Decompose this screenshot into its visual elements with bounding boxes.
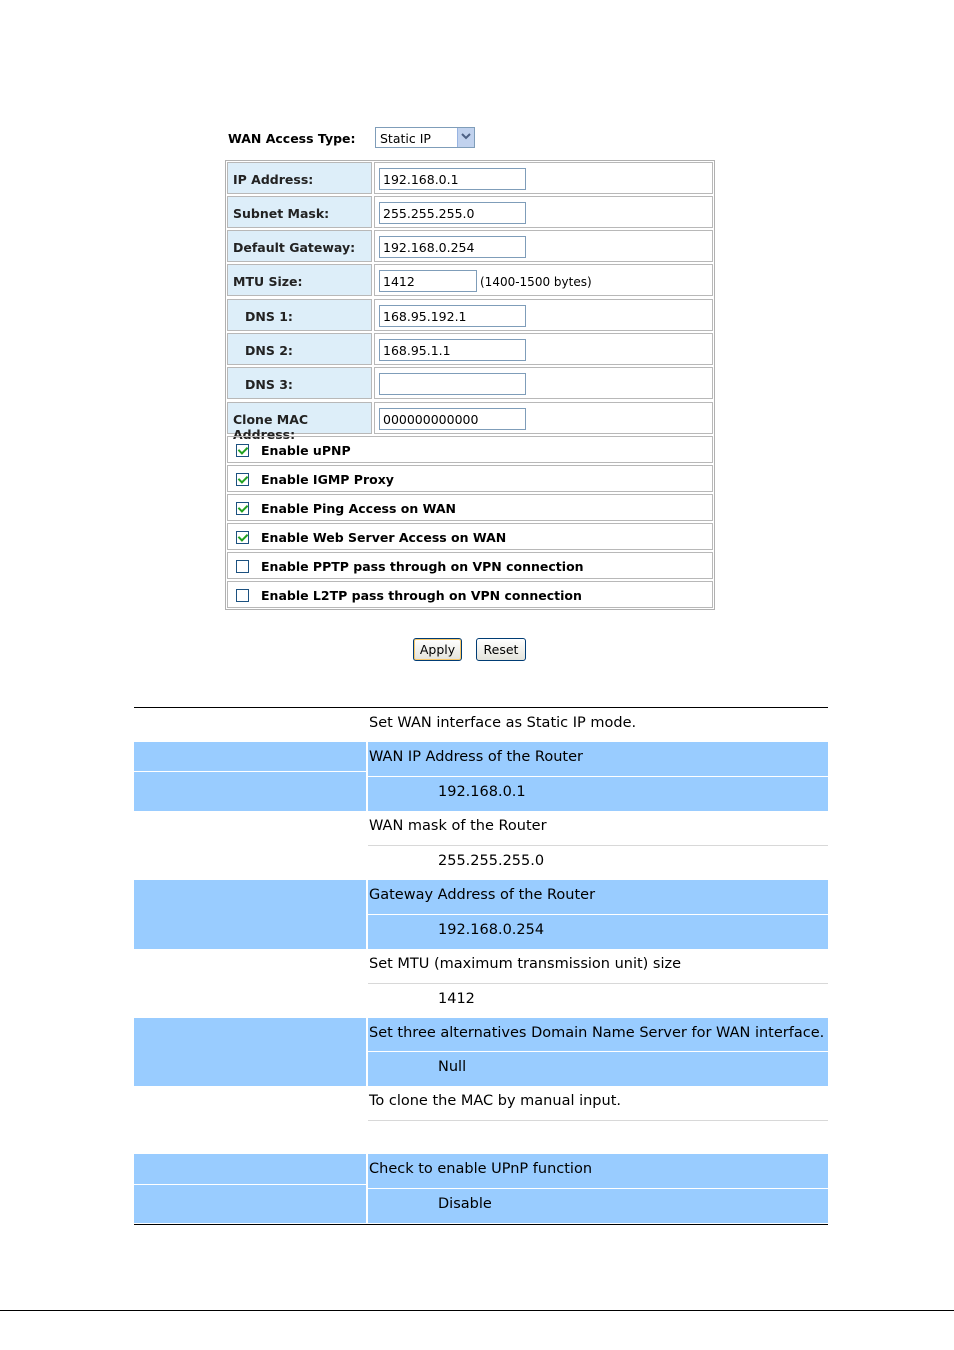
enable-ping-access-label: Enable Ping Access on WAN [261,501,456,516]
dns-name-cell [134,1018,366,1086]
wan-access-type-label: WAN Access Type: [228,131,356,146]
clone-mac-description: To clone the MAC by manual input. [369,1093,621,1109]
dns1-input[interactable] [379,305,526,327]
dns3-label: DNS 3: [227,367,372,399]
checkbox-row-web [227,523,713,550]
page-footer-rule [0,1310,954,1311]
subnet-mask-description: WAN mask of the Router [369,818,547,834]
enable-web-server-access-label: Enable Web Server Access on WAN [261,530,507,545]
dns3-row [227,367,713,399]
default-gateway-label: Default Gateway: [227,230,372,262]
enable-pptp-checkbox[interactable] [236,560,249,573]
clone-mac-cell [374,402,713,434]
enable-web-server-access-checkbox[interactable] [236,531,249,544]
ip-address-default-cell [368,777,828,811]
clone-mac-description-cell [368,1086,828,1120]
mtu-size-row [227,264,713,296]
subnet-mask-default: 255.255.255.0 [438,853,545,869]
enable-ping-access-checkbox[interactable] [236,502,249,515]
mtu-size-label: MTU Size: [227,264,372,296]
upnp-description-cell [368,1154,828,1188]
dns-description-cell [368,1018,828,1051]
upnp-description: Check to enable UPnP function [369,1161,593,1177]
reset-button[interactable]: Reset [476,638,526,661]
dns1-label: DNS 1: [227,299,372,331]
ip-address-default: 192.168.0.1 [438,784,526,800]
chevron-down-icon[interactable] [457,128,474,147]
row-static-ip [134,708,828,742]
clone-mac-input[interactable] [379,408,526,430]
dns3-cell [374,367,713,399]
mtu-size-input[interactable] [379,270,477,292]
subnet-mask-default-cell [368,846,828,880]
row-ip-address [134,742,828,811]
ip-address-row [227,162,713,194]
ip-address-name-cell [134,742,366,811]
mtu-size-range-note: (1400-1500 bytes) [480,275,592,289]
default-gateway-input[interactable] [379,236,526,258]
static-ip-description-cell [368,708,828,742]
row-subnet-mask [134,811,828,880]
enable-l2tp-checkbox[interactable] [236,589,249,602]
subnet-mask-input[interactable] [379,202,526,224]
subnet-mask-row [227,196,713,228]
dns-default-cell [368,1052,828,1086]
mtu-size-cell [374,264,713,296]
row-mtu-size [134,949,828,1018]
wan-access-type-select[interactable] [375,127,475,148]
default-gateway-name-cell [134,880,366,949]
dns-default: Null [438,1059,467,1075]
enable-igmp-proxy-checkbox[interactable] [236,473,249,486]
dns2-label: DNS 2: [227,333,372,365]
subnet-mask-description-cell [368,811,828,845]
upnp-default-cell [368,1189,828,1223]
checkbox-row-igmp [227,465,713,492]
dns2-input[interactable] [379,339,526,361]
enable-l2tp-label: Enable L2TP pass through on VPN connection [261,588,582,603]
enable-pptp-label: Enable PPTP pass through on VPN connection [261,559,584,574]
apply-button[interactable]: Apply [413,638,462,661]
row-dns [134,1018,828,1086]
clone-mac-row [227,402,713,442]
checkbox-row-pptp [227,552,713,579]
ip-address-description-cell [368,742,828,776]
dns1-row [227,299,713,331]
enable-upnp-checkbox[interactable] [236,444,249,457]
default-gateway-row [227,230,713,262]
wan-access-type-value: Static IP [380,131,431,146]
dns2-row [227,333,713,365]
ip-address-input[interactable] [379,168,526,190]
dns3-input[interactable] [379,373,526,395]
enable-igmp-proxy-label: Enable IGMP Proxy [261,472,394,487]
checkbox-row-l2tp [227,581,713,608]
row-clone-mac [134,1086,828,1154]
table-bottom-rule [134,1224,828,1225]
checkbox-row-ping [227,494,713,521]
cell-divider [134,771,366,772]
default-gateway-cell [374,230,713,262]
gateway-description-cell [368,880,828,914]
mtu-description-cell [368,949,828,983]
cell-divider [134,1184,366,1185]
subnet-mask-label: Subnet Mask: [227,196,372,228]
clone-mac-label: Clone MAC Address: [227,402,372,434]
static-ip-description: Set WAN interface as Static IP mode. [369,715,637,731]
upnp-name-cell [134,1154,366,1223]
gateway-default-cell [368,915,828,949]
dns2-cell [374,333,713,365]
dns-description: Set three alternatives Domain Name Server for WAN interface. [369,1025,825,1041]
enable-upnp-label: Enable uPNP [261,443,351,458]
ip-address-cell [374,162,713,194]
upnp-default: Disable [438,1196,492,1212]
cell-divider [368,1120,828,1121]
row-upnp [134,1154,828,1223]
checkbox-row-upnp [227,436,713,463]
mtu-default-cell [368,984,828,1018]
ip-address-description: WAN IP Address of the Router [369,749,583,765]
mtu-description: Set MTU (maximum transmission unit) size [369,956,682,972]
dns1-cell [374,299,713,331]
ip-address-label: IP Address: [227,162,372,194]
row-default-gateway [134,880,828,949]
gateway-description: Gateway Address of the Router [369,887,596,903]
wan-settings-table [225,160,715,610]
subnet-mask-cell [374,196,713,228]
mtu-default: 1412 [438,991,475,1007]
wan-access-type-row [228,127,488,151]
gateway-default: 192.168.0.254 [438,922,545,938]
